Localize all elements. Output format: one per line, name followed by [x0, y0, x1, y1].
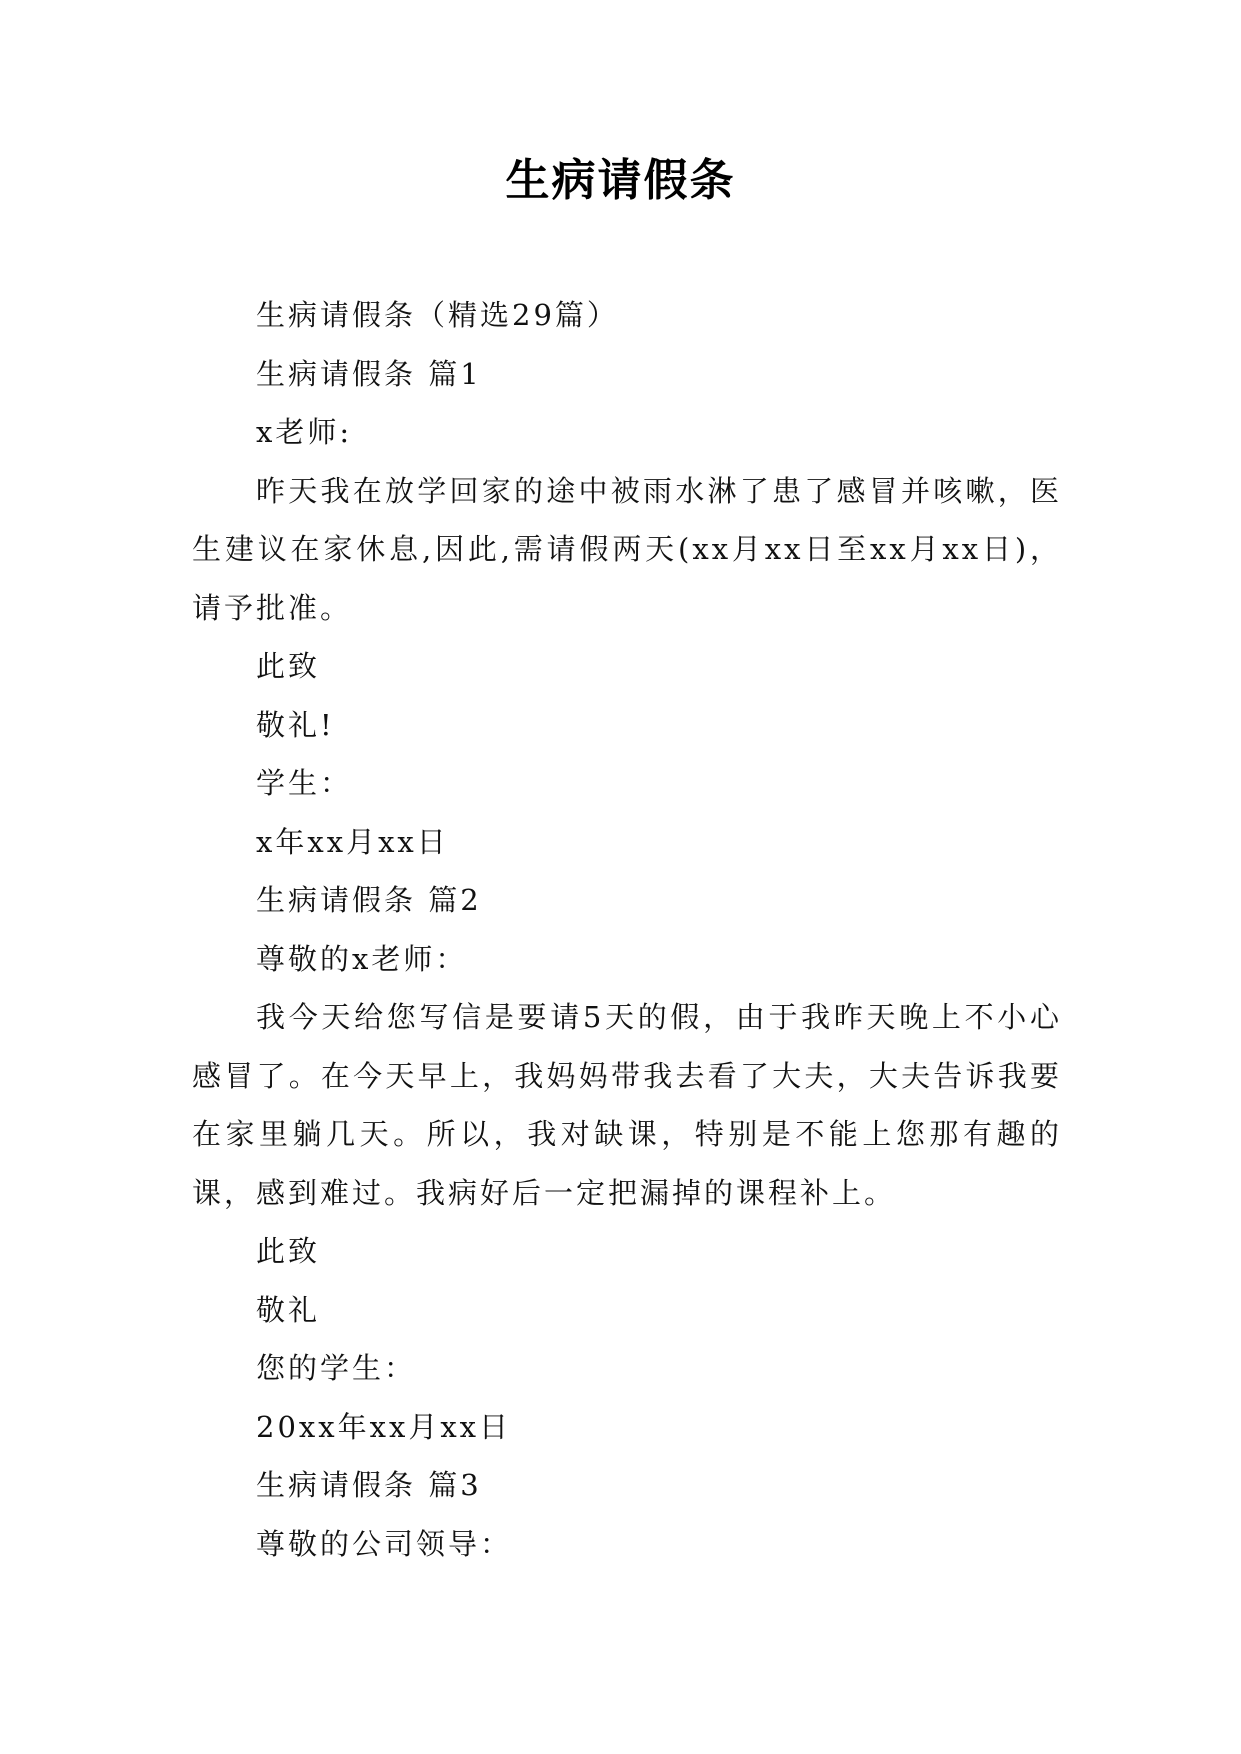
paragraph-salutation: x老师:: [256, 415, 353, 449]
document-title: 生病请假条: [505, 155, 736, 206]
paragraph-date: x年xx月xx日: [256, 824, 449, 859]
paragraph-collection-title: 生病请假条（精选29篇）: [256, 298, 619, 332]
paragraph-date: 20xx年xx月xx日: [256, 1409, 512, 1444]
paragraph-closing: 此致: [256, 649, 321, 683]
paragraph-section-heading-2: 生病请假条 篇2: [256, 883, 482, 917]
paragraph-salutation: 尊敬的公司领导：: [256, 1526, 513, 1561]
paragraph-salutation: 尊敬的x老师：: [256, 941, 468, 976]
paragraph-section-heading-3: 生病请假条 篇3: [256, 1468, 482, 1502]
paragraph-section-heading-1: 生病请假条 篇1: [256, 356, 482, 391]
paragraph-signature: 您的学生：: [256, 1351, 417, 1385]
document-body: [192, 286, 1062, 1573]
paragraph-closing: 此致: [256, 1234, 321, 1268]
paragraph-closing-regards: 敬礼!: [256, 707, 335, 742]
paragraph-closing-regards: 敬礼: [256, 1292, 321, 1327]
paragraph-body: 昨天我在放学回家的途中被雨水淋了患了感冒并咳嗽，医生建议在家休息,因此,需请假两天(xx月xx日至xx月xx日)，请予批准。: [192, 473, 1062, 625]
paragraph-signature: 学生：: [256, 766, 353, 800]
paragraph-body: 我今天给您写信是要请5天的假，由于我昨天晚上不小心感冒了。在今天早上，我妈妈带我去看了大夫，大夫告诉我要在家里躺几天。所以，我对缺课，特别是不能上您那有趣的课，感到难过。我病好后一定把漏掉的课程补上。: [192, 1000, 1062, 1210]
